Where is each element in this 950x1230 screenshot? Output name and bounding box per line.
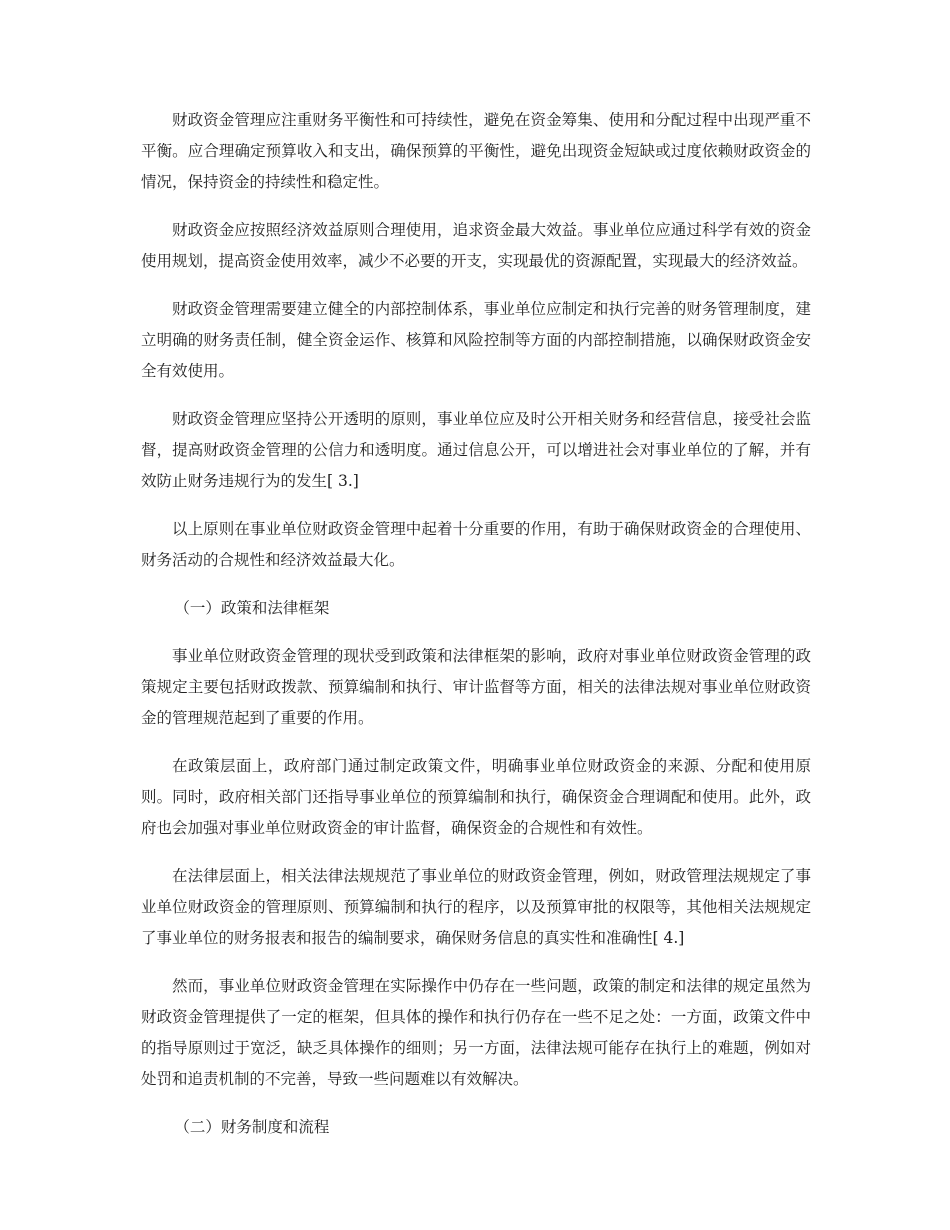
paragraph: 在政策层面上，政府部门通过制定政策文件，明确事业单位财政资金的来源、分配和使用原则。同时，政府相关部门还指导事业单位的预算编制和执行，确保资金合理调配和使用。此外，政府也会加强对事业单位财政资金的审计监督，确保资金的合规性和有效性。 [141, 757, 811, 837]
section-heading: （二）财务制度和流程 [174, 1118, 330, 1136]
paragraph: 财政资金管理需要建立健全的内部控制体系，事业单位应制定和执行完善的财务管理制度，建立明确的财务责任制，健全资金运作、核算和风险控制等方面的内部控制措施，以确保财政资金安全有效使用。 [141, 300, 811, 380]
paragraph: 财政资金应按照经济效益原则合理使用，追求资金最大效益。事业单位应通过科学有效的资金使用规划，提高资金使用效率，减少不必要的开支，实现最优的资源配置，实现最大的经济效益。 [141, 221, 811, 270]
section-heading: （一）政策和法律框架 [174, 599, 330, 617]
paragraph: 以上原则在事业单位财政资金管理中起着十分重要的作用，有助于确保财政资金的合理使用、财务活动的合规性和经济效益最大化。 [141, 520, 811, 569]
document-body [141, 105, 811, 1160]
paragraph: 事业单位财政资金管理的现状受到政策和法律框架的影响，政府对事业单位财政资金管理的政策规定主要包括财政拨款、预算编制和执行、审计监督等方面，相关的法律法规对事业单位财政资金的管理规范起到了重要的作用。 [141, 647, 811, 727]
paragraph: 财政资金管理应坚持公开透明的原则，事业单位应及时公开相关财务和经营信息，接受社会监督，提高财政资金管理的公信力和透明度。通过信息公开，可以增进社会对事业单位的了解，并有效防止财务违规行为的发生[ 3.] [141, 410, 811, 490]
paragraph: 然而，事业单位财政资金管理在实际操作中仍存在一些问题，政策的制定和法律的规定虽然为财政资金管理提供了一定的框架，但具体的操作和执行仍存在一些不足之处：一方面，政策文件中的指导原则过于宽泛，缺乏具体操作的细则；另一方面，法律法规可能存在执行上的难题，例如对处罚和追责机制的不完善，导致一些问题难以有效解决。 [141, 977, 811, 1088]
paragraph: 财政资金管理应注重财务平衡性和可持续性，避免在资金筹集、使用和分配过程中出现严重不平衡。应合理确定预算收入和支出，确保预算的平衡性，避免出现资金短缺或过度依赖财政资金的情况，保持资金的持续性和稳定性。 [141, 111, 811, 191]
paragraph: 在法律层面上，相关法律法规规范了事业单位的财政资金管理，例如，财政管理法规规定了事业单位财政资金的管理原则、预算编制和执行的程序，以及预算审批的权限等，其他相关法规规定了事业单位的财务报表和报告的编制要求，确保财务信息的真实性和准确性[ 4.] [141, 867, 811, 947]
